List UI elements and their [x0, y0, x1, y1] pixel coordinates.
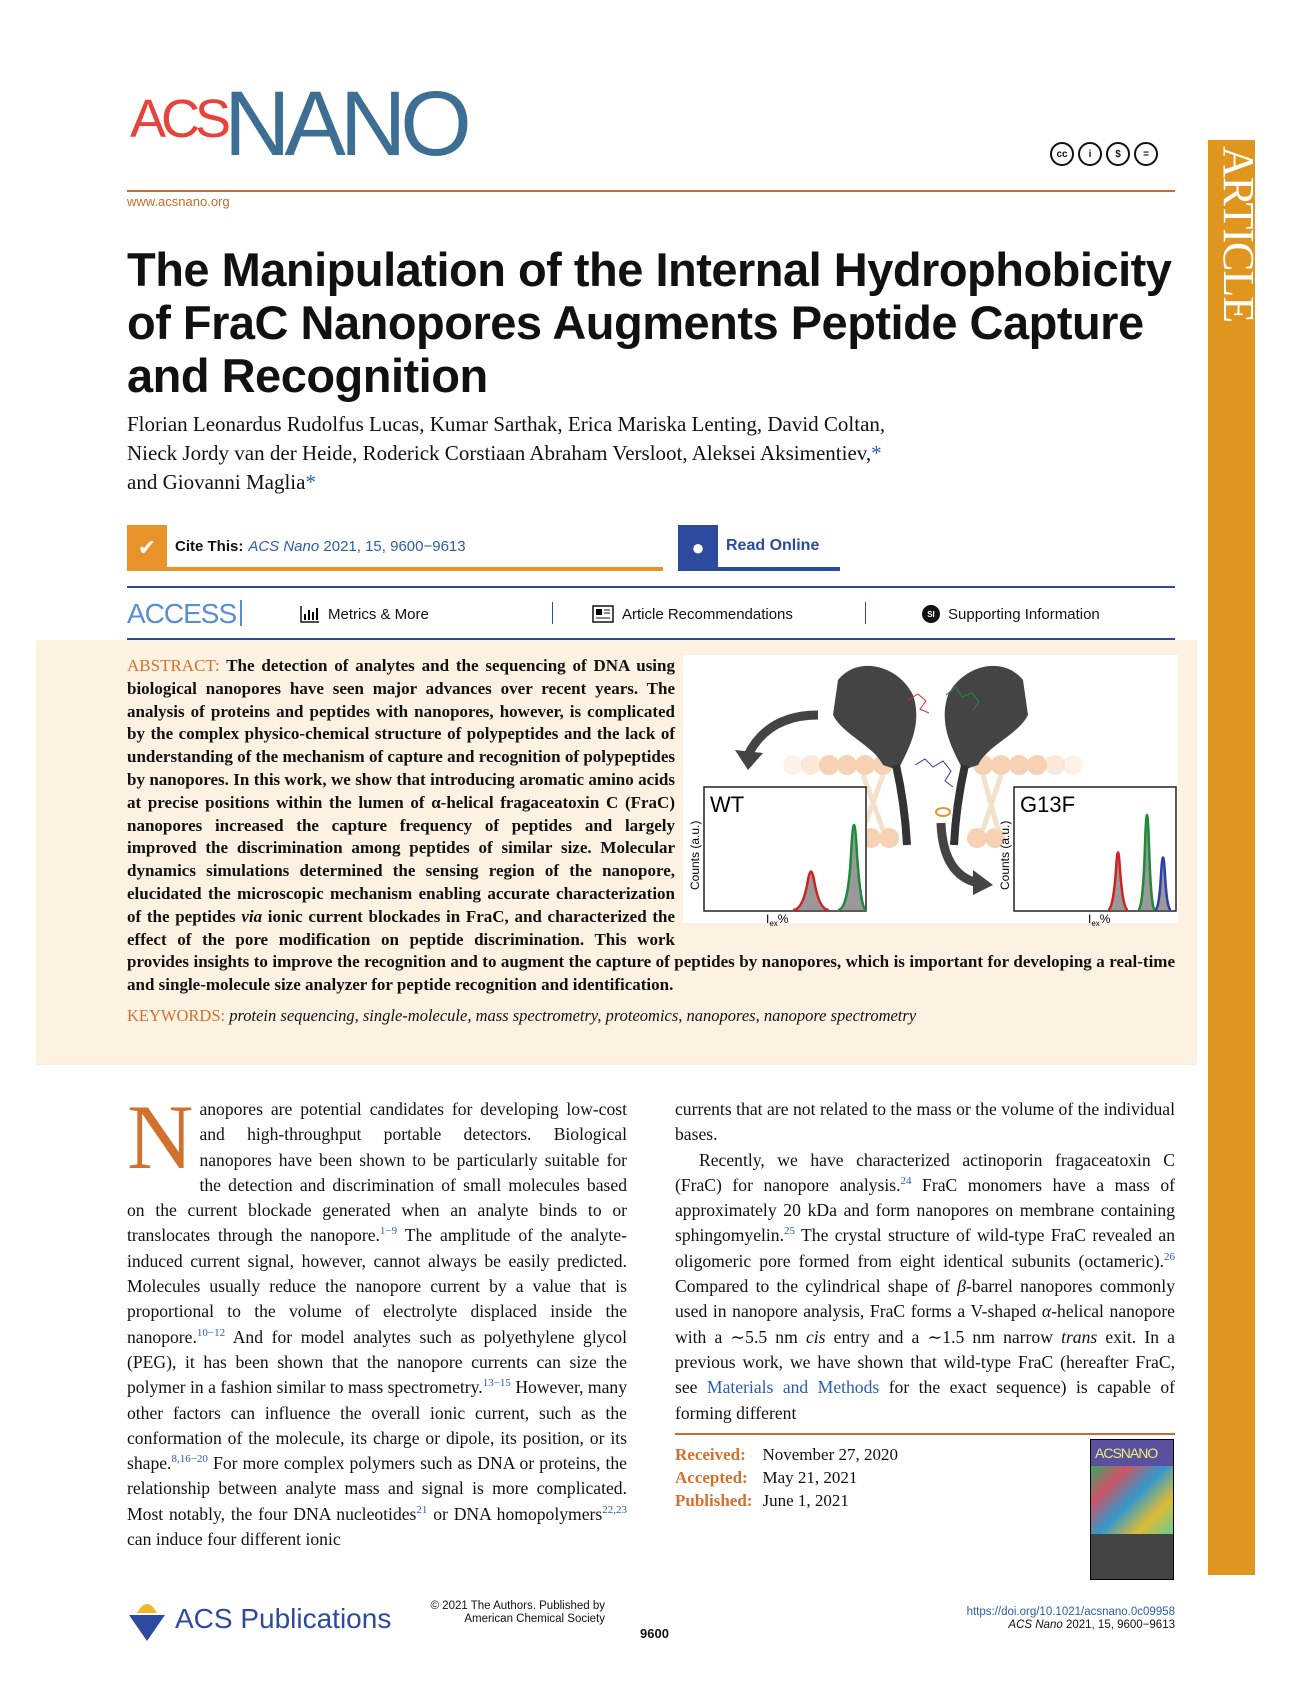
y-axis-label: Counts (a.u.): [998, 820, 1012, 890]
article-section-tab: [1208, 140, 1263, 1575]
cover-nano: NANO: [1120, 1444, 1158, 1461]
publication-dates: [675, 1443, 908, 1512]
text-run: The amplitude of the analyte-induced current signal, however, cannot always be easily predicted. Molecules usually reduce the nanopore current by a value that is proportional to the volume of electrolyte displaced inside the nanopore.: [127, 1225, 627, 1347]
copyright-line: © 2021 The Authors. Published by: [430, 1600, 605, 1612]
abstract-heading: ABSTRACT:: [127, 656, 220, 675]
body-paragraph: [675, 1148, 1175, 1426]
footer-ref: 2021, 15, 9600−9613: [1065, 1619, 1175, 1631]
italic-text: trans: [1061, 1326, 1098, 1347]
text-run: Recently, we have characterized actinoporin fragaceatoxin C (FraC) for nanopore analysis.: [675, 1149, 1175, 1195]
article-title: The Manipulation of the Internal Hydrophobicity of FraC Nanopores Augments Peptide Capture and Recognition: [127, 243, 1172, 402]
citation-ref[interactable]: 24: [900, 1174, 912, 1187]
globe-icon: ●: [678, 525, 718, 571]
accepted-label: Accepted:: [675, 1467, 748, 1487]
text-run: FraC monomers have a mass of approximately 20 kDa and form nanopores on membrane containing sphingomyelin.: [675, 1174, 1175, 1246]
accepted-date: May 21, 2021: [762, 1467, 858, 1487]
x-axis-label: $I_{ex}\%$: [766, 912, 789, 928]
article-list-icon: [592, 605, 614, 623]
authors-line: Florian Leonardus Rudolfus Lucas, Kumar Sarthak, Erica Mariska Lenting, David Coltan,: [127, 412, 886, 436]
section-tab-label: ARTICLE: [1214, 146, 1263, 323]
text-run: For more complex polymers such as DNA or proteins, the relationship between analyte mass and signal is more complicated. Most notably, the four DNA nucleotides: [127, 1453, 627, 1524]
citation-ref[interactable]: 10−12: [196, 1326, 226, 1339]
copyright: [400, 1600, 605, 1626]
nd-icon: =: [1134, 142, 1158, 166]
bar-chart-icon: [300, 605, 320, 623]
logo-acs: ACS: [130, 89, 227, 149]
abstract-italic: via: [241, 906, 263, 926]
cite-journal: ACS Nano: [248, 537, 320, 555]
checkmark-icon: ✔: [127, 525, 167, 571]
italic-text: α: [1041, 1301, 1052, 1322]
publisher-name: ACS Publications: [175, 1603, 392, 1634]
received-date: November 27, 2020: [762, 1444, 898, 1464]
page-number: 9600: [640, 1626, 669, 1641]
divider: [552, 602, 553, 624]
abstract-body: the peptides: [146, 906, 242, 926]
journal-logo[interactable]: [130, 72, 466, 175]
abstract-section: [127, 655, 1175, 1026]
text-run: exit. In a previous work, we have shown that wild-type FraC (hereafter FraC, see: [675, 1326, 1175, 1398]
nc-icon: $: [1106, 142, 1130, 166]
journal-cover-thumbnail[interactable]: [1090, 1439, 1174, 1580]
cite-this[interactable]: [127, 525, 663, 571]
corresponding-author-mark[interactable]: *: [871, 441, 882, 465]
italic-text: β: [957, 1276, 966, 1297]
recommendations-label: Article Recommendations: [622, 605, 793, 623]
drop-cap: N: [127, 1086, 194, 1188]
abstract-body: ionic current blockades in FraC, and characterized the effect of the pore modification on peptide discrimination. This work provides insights to improve the recognition and to augment the capture of peptides by nanopores, which is important for developing a real-time and single-molecule size analyzer for peptide recognition and identification.: [127, 906, 1175, 995]
acs-publications-logo[interactable]: [127, 1595, 391, 1643]
metrics-label: Metrics & More: [328, 605, 429, 623]
panel-label-wt: WT: [710, 792, 745, 817]
access-label: ACCESS: [127, 598, 242, 630]
aromatic-ring: [936, 808, 950, 816]
cover-acs: ACS: [1095, 1444, 1121, 1461]
access-bar: [127, 586, 1175, 641]
keywords: [127, 1006, 1175, 1026]
italic-text: cis: [805, 1326, 826, 1347]
body-paragraph: [127, 1086, 628, 1552]
body-paragraph: [675, 1097, 1175, 1148]
read-online-label: Read Online: [726, 537, 820, 554]
text-run: anopores are potential candidates for developing low-cost and high-throughput portable detectors. Biological nanopores have been shown to be particularly suitable for the detection and discrimination of small molecules based on the current blockade generated when an analyte binds to or translocates through the nanopore.: [127, 1099, 627, 1246]
cover-image: [1091, 1466, 1173, 1534]
citation-ref[interactable]: 22,23: [602, 1503, 627, 1516]
journal-url[interactable]: www.acsnano.org: [127, 194, 230, 209]
x-axis-label: $I_{ex}\%$: [1088, 912, 1111, 928]
footer-journal: ACS Nano: [1008, 1619, 1063, 1631]
text-run: And for model analytes such as polyethylene glycol (PEG), it has been shown that the nanopore currents can size the polymer in a fashion similar to mass spectrometry.: [127, 1326, 627, 1398]
si-icon: SI: [922, 605, 940, 623]
license-icons[interactable]: [1050, 142, 1158, 166]
citation-ref[interactable]: 21: [416, 1503, 428, 1516]
logo-nano: NANO: [224, 73, 466, 175]
by-icon: i: [1078, 142, 1102, 166]
doi-link[interactable]: https://doi.org/10.1021/acsnano.0c09958: [966, 1606, 1175, 1618]
author-list: [127, 410, 1187, 497]
received-label: Received:: [675, 1444, 746, 1464]
cite-label: Cite This:: [175, 537, 244, 555]
text-run: -barrel nanopores commonly used in nanopore analysis, FraC forms a V-shaped: [675, 1276, 1175, 1322]
toc-graphic[interactable]: [683, 655, 1178, 928]
published-label: Published:: [675, 1490, 753, 1510]
nanopore-protein-right: [945, 666, 1028, 770]
supporting-label: Supporting Information: [948, 605, 1100, 623]
citation-ref[interactable]: 25: [783, 1225, 795, 1238]
dates-rule: [675, 1433, 1175, 1435]
body-column-right: [675, 1097, 1175, 1583]
published-date: June 1, 2021: [762, 1490, 849, 1510]
text-run: However, many other factors can influence the overall ionic current, such as the conformation of the molecule, its charge or dipole, its position, or its shape.: [127, 1377, 628, 1474]
dates-box: [675, 1433, 1175, 1583]
section-link[interactable]: Materials and Methods: [706, 1377, 880, 1398]
peptide-blue: [915, 759, 953, 787]
body-column-left: [127, 1086, 628, 1552]
citation-ref[interactable]: 1−9: [379, 1225, 398, 1238]
authors-line: and Giovanni Maglia: [127, 470, 306, 494]
header-rule: [127, 190, 1175, 192]
panel-label-g13f: G13F: [1020, 792, 1076, 817]
cite-reference: 2021, 15, 9600−9613: [323, 537, 466, 555]
body-column-right-text: [675, 1097, 1175, 1426]
text-run: The crystal structure of wild-type FraC revealed an oligomeric pore formed from eight identical subunits (octameric).: [675, 1225, 1175, 1271]
metrics-more-link[interactable]: [300, 605, 429, 623]
copyright-line: American Chemical Society: [464, 1613, 605, 1625]
arrow-left: [748, 715, 818, 755]
text-run: for the exact sequence) is capable of forming different: [675, 1377, 1175, 1423]
read-online-button[interactable]: [678, 525, 840, 571]
text-run: or DNA homopolymers: [427, 1503, 603, 1524]
doi-block: [870, 1606, 1175, 1632]
divider: [865, 602, 866, 624]
keywords-heading: KEYWORDS:: [127, 1005, 226, 1025]
authors-line: Nieck Jordy van der Heide, Roderick Corstiaan Abraham Versloot, Aleksei Aksimentiev,: [127, 441, 872, 465]
helix-right: [954, 765, 965, 845]
text-run: entry and a ∼1.5 nm narrow: [825, 1326, 1062, 1347]
text-run: can induce four different ionic: [127, 1529, 341, 1550]
abstract-body: The detection of analytes and the sequencing of DNA using biological nanopores have seen major advances over recent years. The analysis of proteins and peptides with nanopores, however, is complicated by the complex physico-chemical structure of polypeptides and the lack of understanding of the mechanism of capture and recognition of polypeptides by nanopores. In this work, we show that introducing aromatic amino acids at precise positions within the lumen of α-helical fragaceatoxin C (FraC) nanopores increased the capture frequency of peptides and largely improved the discrimination among peptides of similar size. Molecular dynamics simulations determined the sensing region of the nanopore, elucidated the microscopic mechanism enabling accurate characterization of: [127, 656, 675, 926]
corresponding-author-mark[interactable]: *: [305, 470, 316, 494]
article-recommendations-link[interactable]: [592, 605, 793, 623]
keywords-list: protein sequencing, single-molecule, mass spectrometry, proteomics, nanopores, nanopore spectrometry: [229, 1005, 917, 1025]
text-run: Compared to the cylindrical shape of: [675, 1276, 958, 1297]
citation-ref[interactable]: 26: [1164, 1250, 1175, 1263]
cc-icon: cc: [1050, 142, 1074, 166]
acs-triangle-icon: [127, 1595, 167, 1643]
citation-ref[interactable]: 13−15: [482, 1377, 511, 1390]
citation-ref[interactable]: 8,16−20: [171, 1453, 208, 1466]
nanopore-protein-left: [833, 666, 916, 770]
text-run: -helical nanopore with a ∼5.5 nm: [675, 1301, 1175, 1347]
supporting-information-link[interactable]: [922, 605, 1100, 623]
y-axis-label: Counts (a.u.): [688, 820, 702, 890]
text-run: currents that are not related to the mass or the volume of the individual bases.: [675, 1099, 1175, 1145]
